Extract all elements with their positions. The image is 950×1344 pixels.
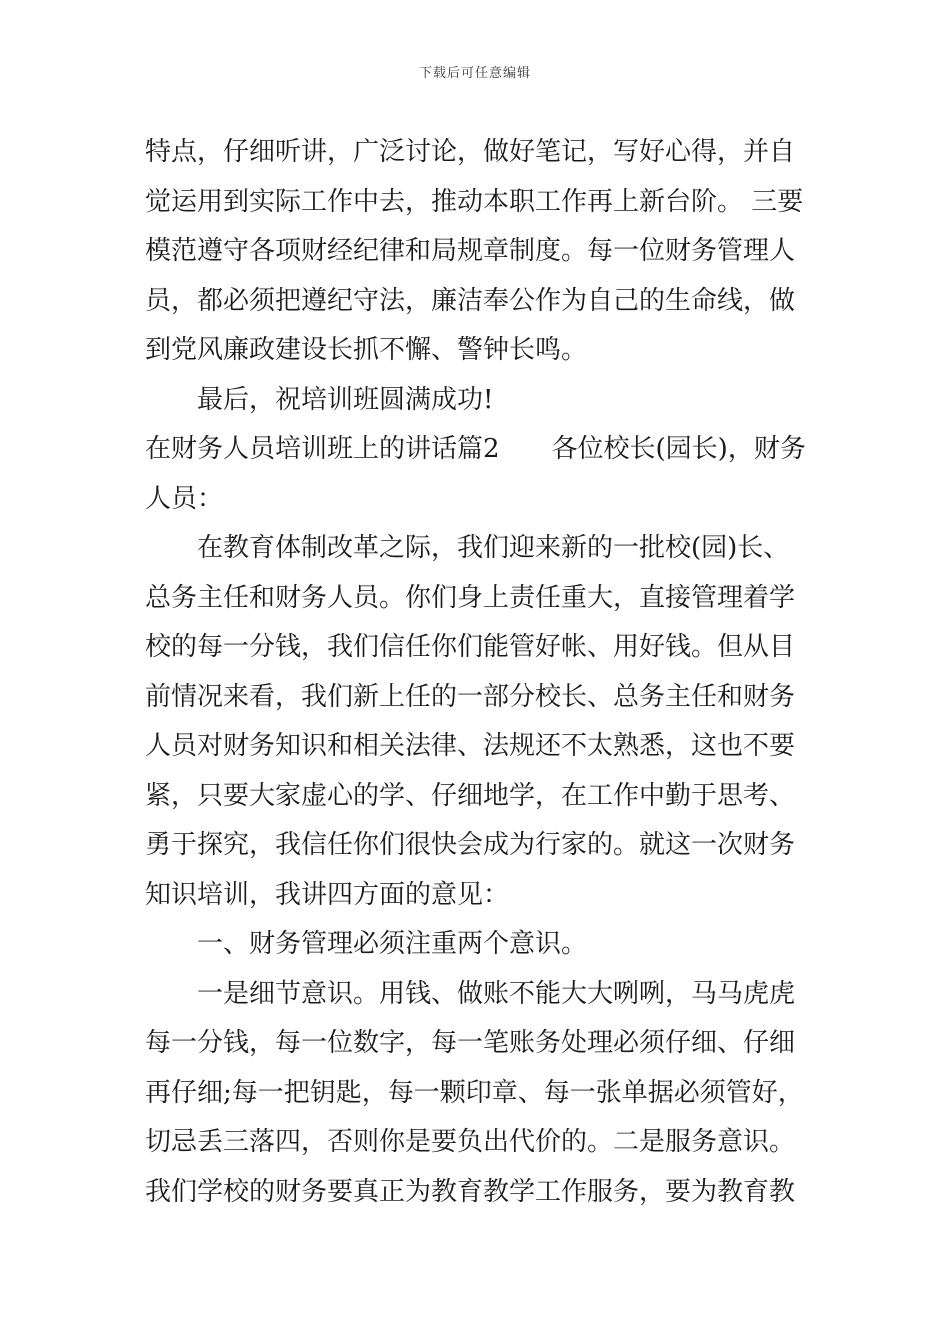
text-line: 知识培训，我讲四方面的意见： xyxy=(145,879,510,910)
text-line: 勇于探究，我信任你们很快会成为行家的。就这一次财务 xyxy=(145,830,796,860)
paragraph-start-line: 一是细节意识。用钱、做账不能大大咧咧，马马虎虎 xyxy=(197,978,796,1009)
text-line: 我们学校的财务要真正为教育教学工作服务，要为教育教 xyxy=(145,1176,796,1207)
closing-line: 最后，祝培训班圆满成功! xyxy=(197,384,494,415)
text-line: 人员对财务知识和相关法律、法规还不太熟悉，这也不要 xyxy=(145,731,796,761)
text-line: 再仔细;每一把钥匙，每一颗印章、每一张单据必须管好， xyxy=(145,1077,804,1108)
text-line: 模范遵守各项财经纪律和局规章制度。每一位财务管理人 xyxy=(145,236,796,266)
paragraph-start-line: 在教育体制改革之际，我们迎来新的一批校(园)长、 xyxy=(197,533,790,563)
text-line: 紧，只要大家虚心的学、仔细地学，在工作中勤于思考、 xyxy=(145,780,796,811)
text-line: 特点，仔细听讲，广泛讨论，做好笔记，写好心得，并自 xyxy=(145,137,796,167)
text-line: 员，都必须把遵纪守法，廉洁奉公作为自己的生命线，做 xyxy=(145,285,796,316)
text-line: 到党风廉政建设长抓不懈、警钟长鸣。 xyxy=(145,335,588,365)
text-line: 总务主任和财务人员。你们身上责任重大，直接管理着学 xyxy=(145,582,796,613)
text-line: 前情况来看，我们新上任的一部分校长、总务主任和财务 xyxy=(145,681,796,712)
section-title-line: 在财务人员培训班上的讲话篇2 各位校长(园长)，财务 xyxy=(145,434,806,464)
page-header-note: 下载后可任意编辑 xyxy=(418,66,531,81)
text-line: 觉运用到实际工作中去，推动本职工作再上新台阶。 三要 xyxy=(145,186,804,217)
document-body xyxy=(145,128,807,1217)
text-line: 每一分钱，每一位数字，每一笔账务处理必须仔细、仔细 xyxy=(145,1028,796,1058)
text-line: 校的每一分钱，我们信任你们能管好帐、用好钱。但从目 xyxy=(145,632,796,662)
text-line: 切忌丢三落四，否则你是要负出代价的。二是服务意识。 xyxy=(145,1127,796,1157)
heading-line: 一、财务管理必须注重两个意识。 xyxy=(197,929,588,959)
text-line: 人员： xyxy=(145,483,224,514)
